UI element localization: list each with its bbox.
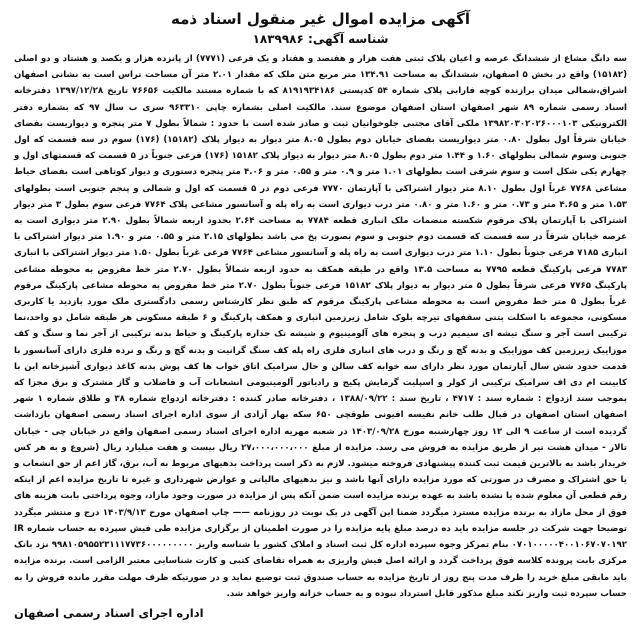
notice-body: سه دانگ مشاع از ششدانگ عرصه و اعیان پلاک ثبتی هفت هزار و هفتصد و هفتاد و یک فرعی (۷۷۷۱) از پانزده هزار و یکصد و هشتاد و دو اصلی (۱۵۱۸۲) واقع در بخش ۵ اصفهان، ششدانگ به مساحت ۱۳۴.۹۱ متر مربع متن ملک که مقدار ۲.۰۱ متر آن مساحت تراس است به نشانی اصفهان اشراق،شمالی میدان برازنده کوچه فارابی پلاک شماره ۵۴ کدپستی ۸۱۹۱۹۳۴۱۸۶ که با شماره مستند مالکیت ۷۶۶۵۶ تاریخ ۱۳۹۷/۱۲/۲۸ دفترخانه اسناد رسمی شماره ۸۹ شهر اصفهان استان اصفهان موضوع سند. مالکیت اصلی بشماره چاپی ۹۶۳۳۱۰ سری ب سال ۹۷ که بشماره دفتر الکترونیکی ۱۳۹۸۲۰۳۰۲۰۲۶۰۰۰۱۰۳ ملکی آقای مجتبی جلوخوانیان ثبت و صادر شده است با حدود : شمالاً بطول ۷ متر پنجره و دیواریست بفضای خیابان شرقاً اول بطول ۰.۸۰ متر دیواریست بفضای خیابان دوم بطول ۸.۰۵ متر دیوار به دیوار پلاک (۱۵۱۸۲) (۱۷۶) سوم در سه قسمت که اول جنوبی وسوم شمالی بطولهای ۱.۶۰ و ۱.۴۴ متر دوم بطول ۸.۰۵ متر دیوار به دیوار پلاک ۱۵۱۸۲ (۱۷۶) فرعی جنوباً در ۵ قسمت که قسمتهای اول و چهارم یکی شکل است و سوم شرقی است بطولهای ۱.۰۱ متر و ۰.۹ متر و ۰.۵۵ متر و ۴.۰۶ متر پنجره دستوری و دیوار کوتاهی است بفضای حیاط مشاعی ۷۷۶۸ غرباً اول بطول ۸.۱۰ متر دیوار اشتراکی با آپارتمان ۷۷۷۰ فرعی دوم در ۵ قسمت که اول و شمالی و پنجم جنوبی است بطولهای ۱.۵۳ متر و ۴.۶۵ متر و ۰.۷۳ متر و ۱.۶۰ متر و ۰.۸۰ متر درب دیواری است به راه پله و آسانسور مشاعی پلاک ۷۷۶۴ فرعی سوم بطول ۳ متر دیوار اشتراکی با آپارتمان پلاک مرقوم شکسته منضمات ملک انباری قطعه ۷۷۸۴ به مساحت ۲.۶۴ بحدود اربعه شمالاً بطول ۲.۹۰ متر دیواری است به عرصه خیابان شرقاً در سه قسمت که قسمت دوم جنوبی و سوم بصورت پخ می باشد بطولهای ۲.۱۵ متر و ۰.۵۵ متر و ۱.۹۰ متر دیوار اشتراکی با انباری ۷۱۸۵ فرعی جنوباً بطول ۱.۱۰ متر درب دیواری است به راه پله و آسانسور مشاعی ۷۷۶۴ فرعی غرباً بطول ۱.۵۰ متر دیوار اشتراکی با انباری ۷۷۸۳ فرعی پارکینگ قطعه ۷۷۹۵ به مساحت ۱۳.۵ واقع در طبقه همکف به حدود اربعه شمالاً بطول ۲.۷۰ متر خط مفروض به محوطه مشاعی پارکینگ ۷۷۶۵ فرعی شرقاً بطول ۵ متر دیوار به دیوار پلاک ۱۵۱۸۲ فرعی جنوباً بطول ۲.۷۰ متر خط مفروض به محوطه مشاعی پارکینگ مرقوم غرباً بطول ۵ متر خط مفروض است به محوطه مشاعی پارکینگ مرقوم که طبق نظر کارشناس رسمی دادگستری ملک مورد بازدید یا کاربری مسکونی، مجموعه با اسکلت بتنی سقفهای تیرچه بلوک شامل زیرزمین انباری و همکف پارکینگ و ۶ طبقه مسکونی هر طبقه شامل دو واحد،نما ترکیبی است آجر و سنگ تیشه ای سیمیم درب و پنجره های آلومینیوم و شیشه تک جداره پارکینگ و حیاط بدنه ترکیبی از آجر نما و سنگ و کف موزاییک زیرزمین کف موزاییک و بدنه گچ و رنگ و درب های انباری فلزی راه پله کف سنگ گرانیت و بدنه گچ و رنگ و نرده فلزی دارای آسانسور با قدمت حدود شش سال آپارتمان مورد نظر دارای سه خوابه کف سالن و حال سرامیک اتاق خواب ها کف پوش بدنه کاغذ دیواری آشپزخانه این با کابینت ام دی اف سرامیک ترکیبی از کولر و اسپلیت گرمایش پکیج و رادیاتور آلومینیومی انشعابات آب و فاضلاب و گاز مشترک و برق مجزا که بموجب سند ازدواج : شماره سند : ۴۷۱۷ ، تاریخ سند : ۱۳۸۸/۰۹/۲۲ ، دفترخانه صادر کننده : دفترخانه ازدواج شماره ۳۸ و طلاق شماره ۱ شهر اصفهان استان اصفهان در قبال طلب خانم نفیسه افیونی طوقچی ۶۵۰ سکه بهار آزادی از سوی اداره اجرای اسناد رسمی اصفهان بازداشت گردیده است از ساعت ۹ الی ۱۲ روز چهارشنبه مورخ ۱۴۰۳/۰۹/۲۸ در شعبه مهریه اداره اجرای اسناد رسمی اصفهان واقع در خیابان چی - خیابان تالار - میدان هشت تیر از طریق مزایده به فروش می رسد. مزایده از مبلغ ۲۷،۰۰۰،۰۰۰،۰۰۰ ریال بیست و هفت میلیارد ریال (شروع و به هر کس خریدار باشد به بالاترین قیمت ثبت کننده پیشنهادی فروخته میشود. لازم به ذکر است پرداخت بدهیهای مربوط به آب، برق، گاز اعم از حق انشعاب و یا حق اشتراک و مصرف در صورتی که مورد مزایده دارای آنها باشد و نیز بدهیهای مالیاتی و عوارض شهرداری و غیره تا تاریخ مزایده اعم از اینکه رقم قطعی آن معلوم شده یا نشده باشد به عهده برنده مزایده است ضمن آنکه پس از مزایده در صورت وجود مازاد، وجوه پرداختی بابت هزینه های فوق از محل مازاد به برنده مزایده مسترد میگردد ضمنا این آگهی در یک نوبت در روزنامه —— چاپ اصفهان مورخ ۱۴۰۳/۹/۱۳ درج و منتشر میگردد توضیحا جهت شرکت در جلسه مزایده باید ده درصد مبلغ پایه مزایده را در صورت اطمینان از برگزاری مزایده طی فیش سپرده به حساب شماره IR ۰۷۰۱۰۰۰۰۰۴۰۰۱۰۶۷۰۷۰۱۹۲ بنام تمرکز وجوه سپرده اداره کل ثبت اسناد و املاک کشور یا شناسه واریز ۹۹۸۱۰۵۹۵۵۲۳۱۱۱۷۷۳۶۰۰۰۰۰۰۰۰۰ نزد بانک مرکزی بابت پرونده کلاسه فوق پرداخت گردد و ارائه اصل فیش واریزی به همراه تقاضای کتبی و کارت شناسایی معتبر الزامی است. برنده مزایده باید مابقی مبلغ خرید را ظرف مدت پنج روز از تاریخ مزایده به حساب صندوق ثبت توضیع نماید و در صورتیکه ظرف مهلت مقرر مانده فروش را به حساب سپرده ثبت واریز نکند مبلغ مذکور قابل استرداد نبوده و به حساب خزانه واریز خواهد شد.: [14, 54, 628, 599]
notice-id: شناسه آگهی: ۱۸۳۹۹۸۶: [252, 32, 389, 46]
notice-title: آگهی مزایده اموال غیر منقول اسناد ذمه: [171, 10, 470, 28]
issuing-office-signature: اداره اجرای اسناد رسمی اصفهان: [14, 606, 204, 620]
